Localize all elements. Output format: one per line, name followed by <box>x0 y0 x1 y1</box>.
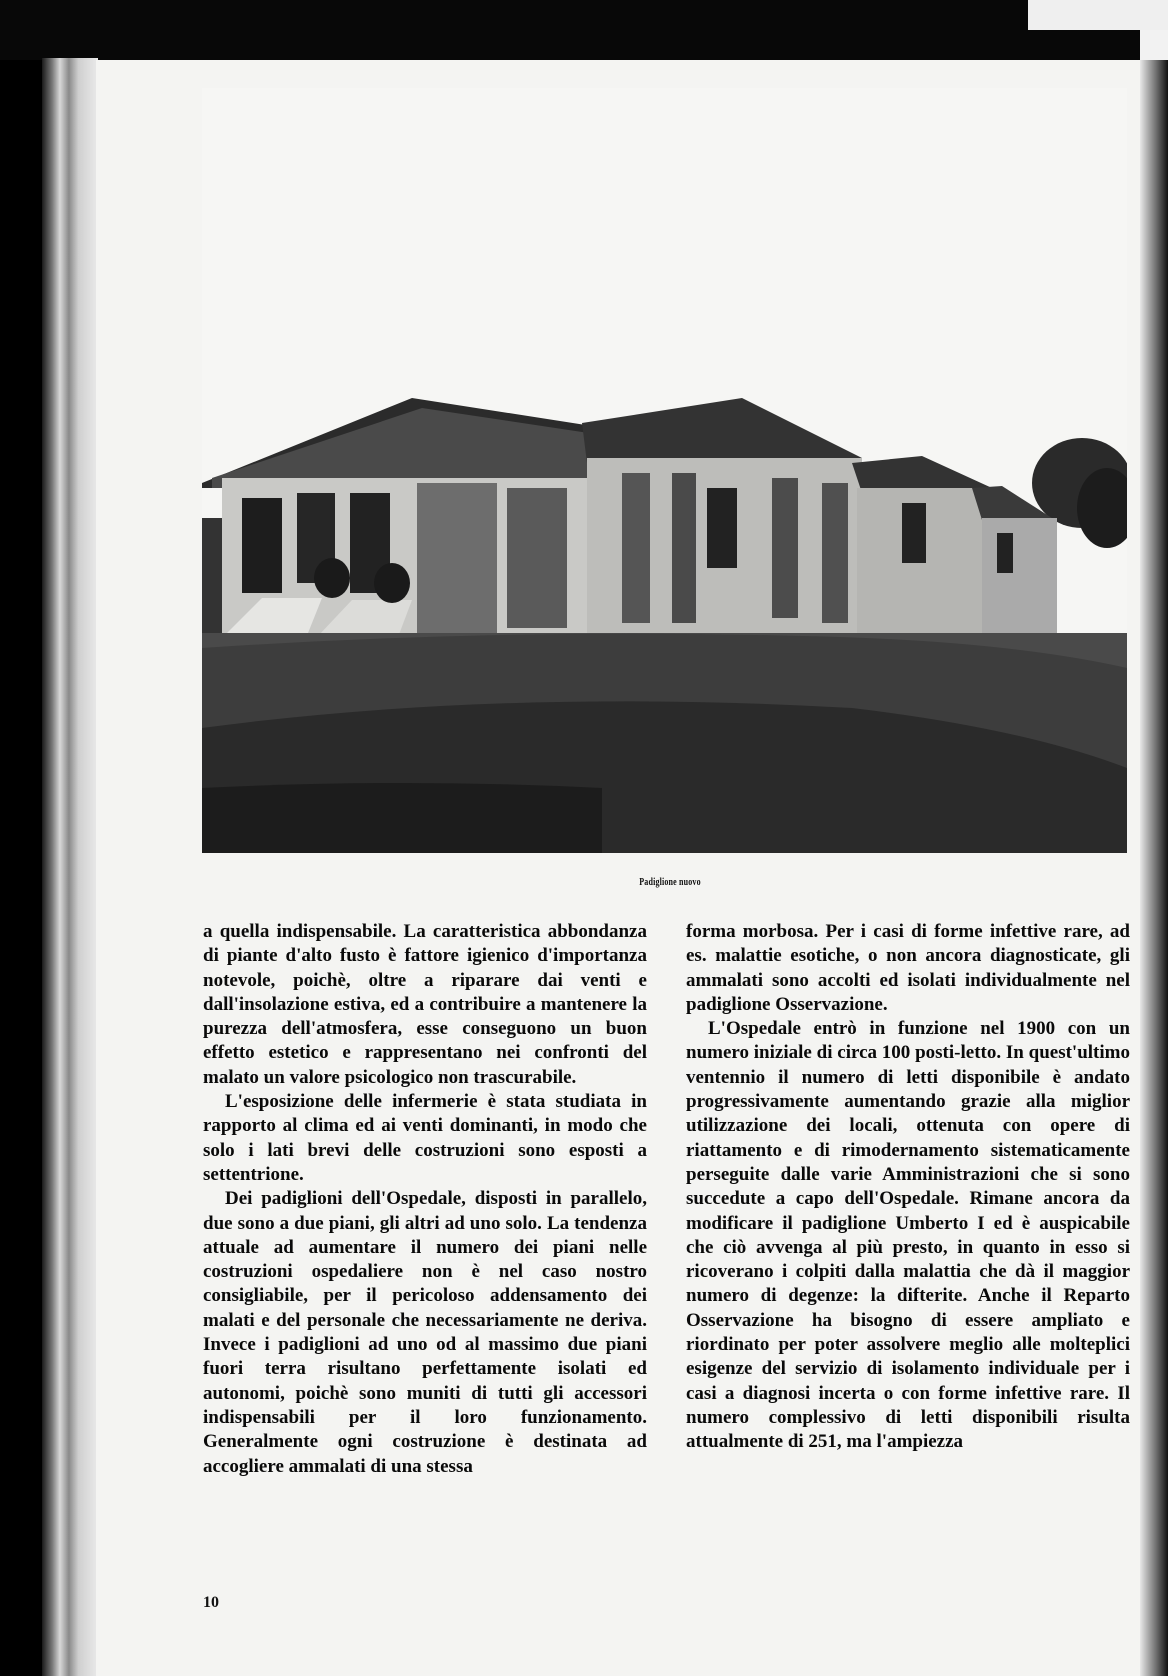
paragraph: forma morbosa. Per i casi di forme infettive rare, ad es. malattie esotiche, o non ancora diagnosticate, gli ammalati sono accolti ed isolati individualmente nel padiglione Osservazione. <box>686 921 1130 1015</box>
book-binding <box>42 58 98 1676</box>
scan-corner <box>1028 0 1168 30</box>
paragraph: L'esposizione delle infermerie è stata studiata in rapporto al clima ed ai venti dominanti, in modo che solo i lati brevi delle costruzioni sono esposti a settentrione. <box>203 1091 647 1185</box>
paragraph: a quella indispensabile. La caratteristica abbondanza di piante d'alto fusto è fattore igienico d'importanza notevole, poichè, oltre a riparare dai venti e dall'insolazione estiva, ed a contribuire a mantenere la purezza dell'atmosfera, esse conseguono un buon effetto estetico e rappresentano nei confronti del malato un valore psicologico non trascurabile. <box>203 921 647 1088</box>
text-column-right <box>686 920 1130 1455</box>
text-column-left <box>203 920 647 1479</box>
photo-caption: Padiglione nuovo <box>639 877 701 888</box>
scan-border-top <box>0 0 1168 60</box>
building-photo <box>202 88 1127 853</box>
page-number: 10 <box>203 1594 219 1611</box>
paragraph: Dei padiglioni dell'Ospedale, disposti in parallelo, due sono a due piani, gli altri ad uno solo. La tendenza attuale ad aumentare il numero dei piani nelle costruzioni ospedaliere non è nel caso nostro consigliabile, per il pericoloso addensamento dei malati e del personale che necessariamente ne deriva. Invece i padiglioni ad uno od al massimo due piani fuori terra risultano perfettamente isolati ed autonomi, poichè sono muniti di tutti gli accessori indispensabili per il loro funzionamento. Generalmente ogni costruzione è destinata ad accogliere ammalati di una stessa <box>203 1188 647 1477</box>
courtyard-ground <box>202 633 1127 853</box>
page-edge-shadow <box>1140 60 1168 1676</box>
paragraph: L'Ospedale entrò in funzione nel 1900 con un numero iniziale di circa 100 posti-letto. In quest'ultimo ventennio il numero di letti disponibile è andato progressivamente aumentando grazie alla miglior utilizzazione dei locali, ottenuta con opere di riattamento e di rimodernamento sistematicamente perseguite dalle varie Amministrazioni che si sono succedute a capo dell'Ospedale. Rimane ancora da modificare il padiglione Umberto I ed è auspicabile che ciò avvenga al più presto, in quanto in esso si ricoverano i colpiti dalla malattia che dà il maggior numero di degenze: la difterite. Anche il Reparto Osservazione ha bisogno di essere ampliato e riordinato per poter assolvere meglio alle molteplici esigenze del servizio di isolamento individuale per i casi a diagnosi incerta o con forme infettive rare. Il numero complessivo di letti disponibili risulta attualmente di 251, ma l'ampiezza <box>686 1018 1130 1453</box>
